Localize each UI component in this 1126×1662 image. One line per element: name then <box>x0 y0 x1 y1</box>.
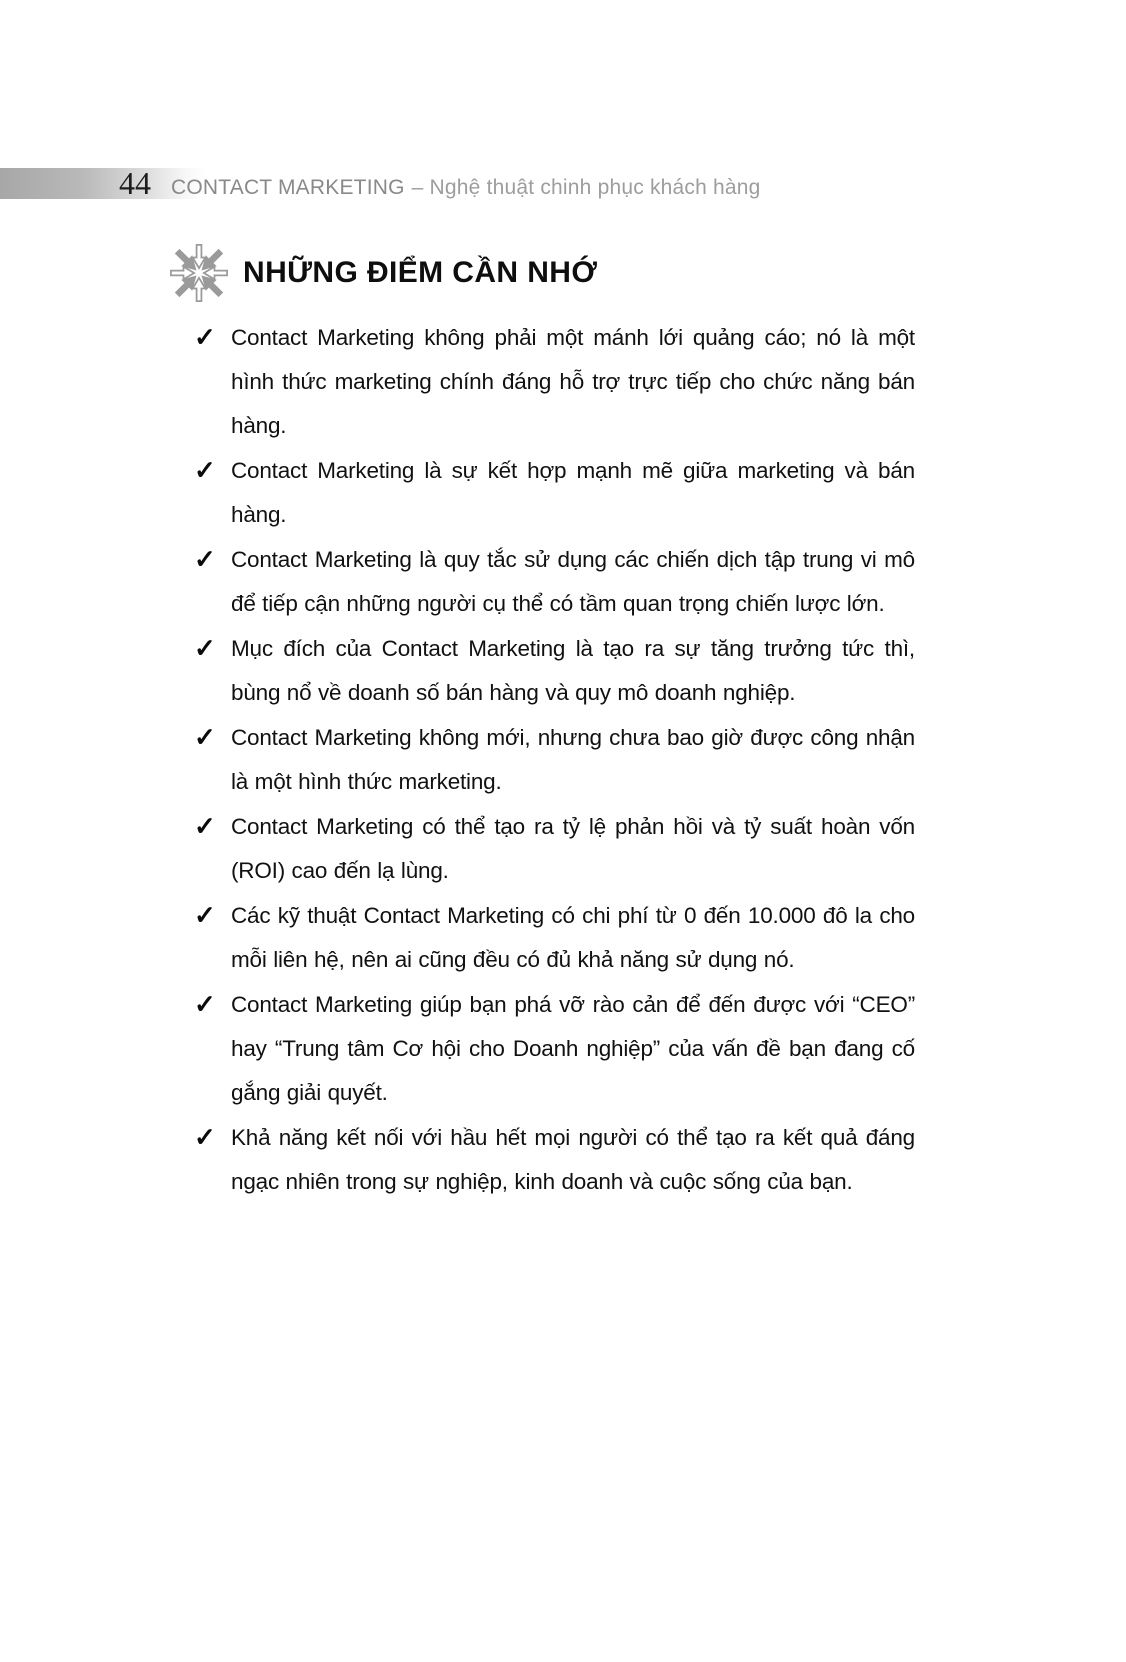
running-head-book-title: CONTACT MARKETING <box>171 176 405 199</box>
list-item <box>194 983 918 1115</box>
checkmark-icon: ✓ <box>194 722 216 752</box>
checkmark-icon: ✓ <box>194 989 216 1019</box>
running-head <box>171 176 761 200</box>
list-item <box>194 316 918 448</box>
section-title: NHỮNG ĐIỂM CẦN NHỚ <box>243 256 598 289</box>
point-text: Contact Marketing không mới, nhưng chưa bao giờ được công nhận là một hình thức marketing. <box>231 725 915 794</box>
checkmark-icon: ✓ <box>194 322 216 352</box>
checkmark-icon: ✓ <box>194 633 216 663</box>
point-text: Contact Marketing là quy tắc sử dụng các chiến dịch tập trung vi mô để tiếp cận những người cụ thể có tầm quan trọng chiến lược lớn. <box>231 547 915 616</box>
running-head-row <box>0 164 1126 204</box>
checkmark-icon: ✓ <box>194 900 216 930</box>
starburst-icon <box>168 240 230 306</box>
checkmark-icon: ✓ <box>194 544 216 574</box>
list-item <box>194 716 918 804</box>
point-text: Các kỹ thuật Contact Marketing có chi phí từ 0 đến 10.000 đô la cho mỗi liên hệ, nên ai cũng đều có đủ khả năng sử dụng nó. <box>231 903 915 972</box>
checkmark-icon: ✓ <box>194 1122 216 1152</box>
list-item <box>194 894 918 982</box>
checkmark-icon: ✓ <box>194 455 216 485</box>
list-item <box>194 538 918 626</box>
page-header <box>0 164 1126 204</box>
running-head-subtitle: – Nghệ thuật chinh phục khách hàng <box>411 176 761 199</box>
point-text: Contact Marketing giúp bạn phá vỡ rào cản để đến được với “CEO” hay “Trung tâm Cơ hội cho Doanh nghiệp” của vấn đề bạn đang cố gắng giải quyết. <box>231 992 915 1105</box>
point-text: Contact Marketing không phải một mánh lới quảng cáo; nó là một hình thức marketing chính đáng hỗ trợ trực tiếp cho chức năng bán hàng. <box>231 325 915 438</box>
point-text: Mục đích của Contact Marketing là tạo ra sự tăng trưởng tức thì, bùng nổ về doanh số bán hàng và quy mô doanh nghiệp. <box>231 636 915 705</box>
point-text: Khả năng kết nối với hầu hết mọi người có thể tạo ra kết quả đáng ngạc nhiên trong sự nghiệp, kinh doanh và cuộc sống của bạn. <box>231 1125 915 1194</box>
list-item <box>194 449 918 537</box>
point-text: Contact Marketing là sự kết hợp mạnh mẽ giữa marketing và bán hàng. <box>231 458 915 527</box>
list-item <box>194 805 918 893</box>
list-item <box>194 1116 918 1204</box>
list-item <box>194 627 918 715</box>
point-text: Contact Marketing có thể tạo ra tỷ lệ phản hồi và tỷ suất hoàn vốn (ROI) cao đến lạ lùng. <box>231 814 915 883</box>
checkmark-icon: ✓ <box>194 811 216 841</box>
key-points-list <box>194 316 918 1205</box>
page-number: 44 <box>119 165 151 201</box>
section-heading <box>168 240 597 306</box>
